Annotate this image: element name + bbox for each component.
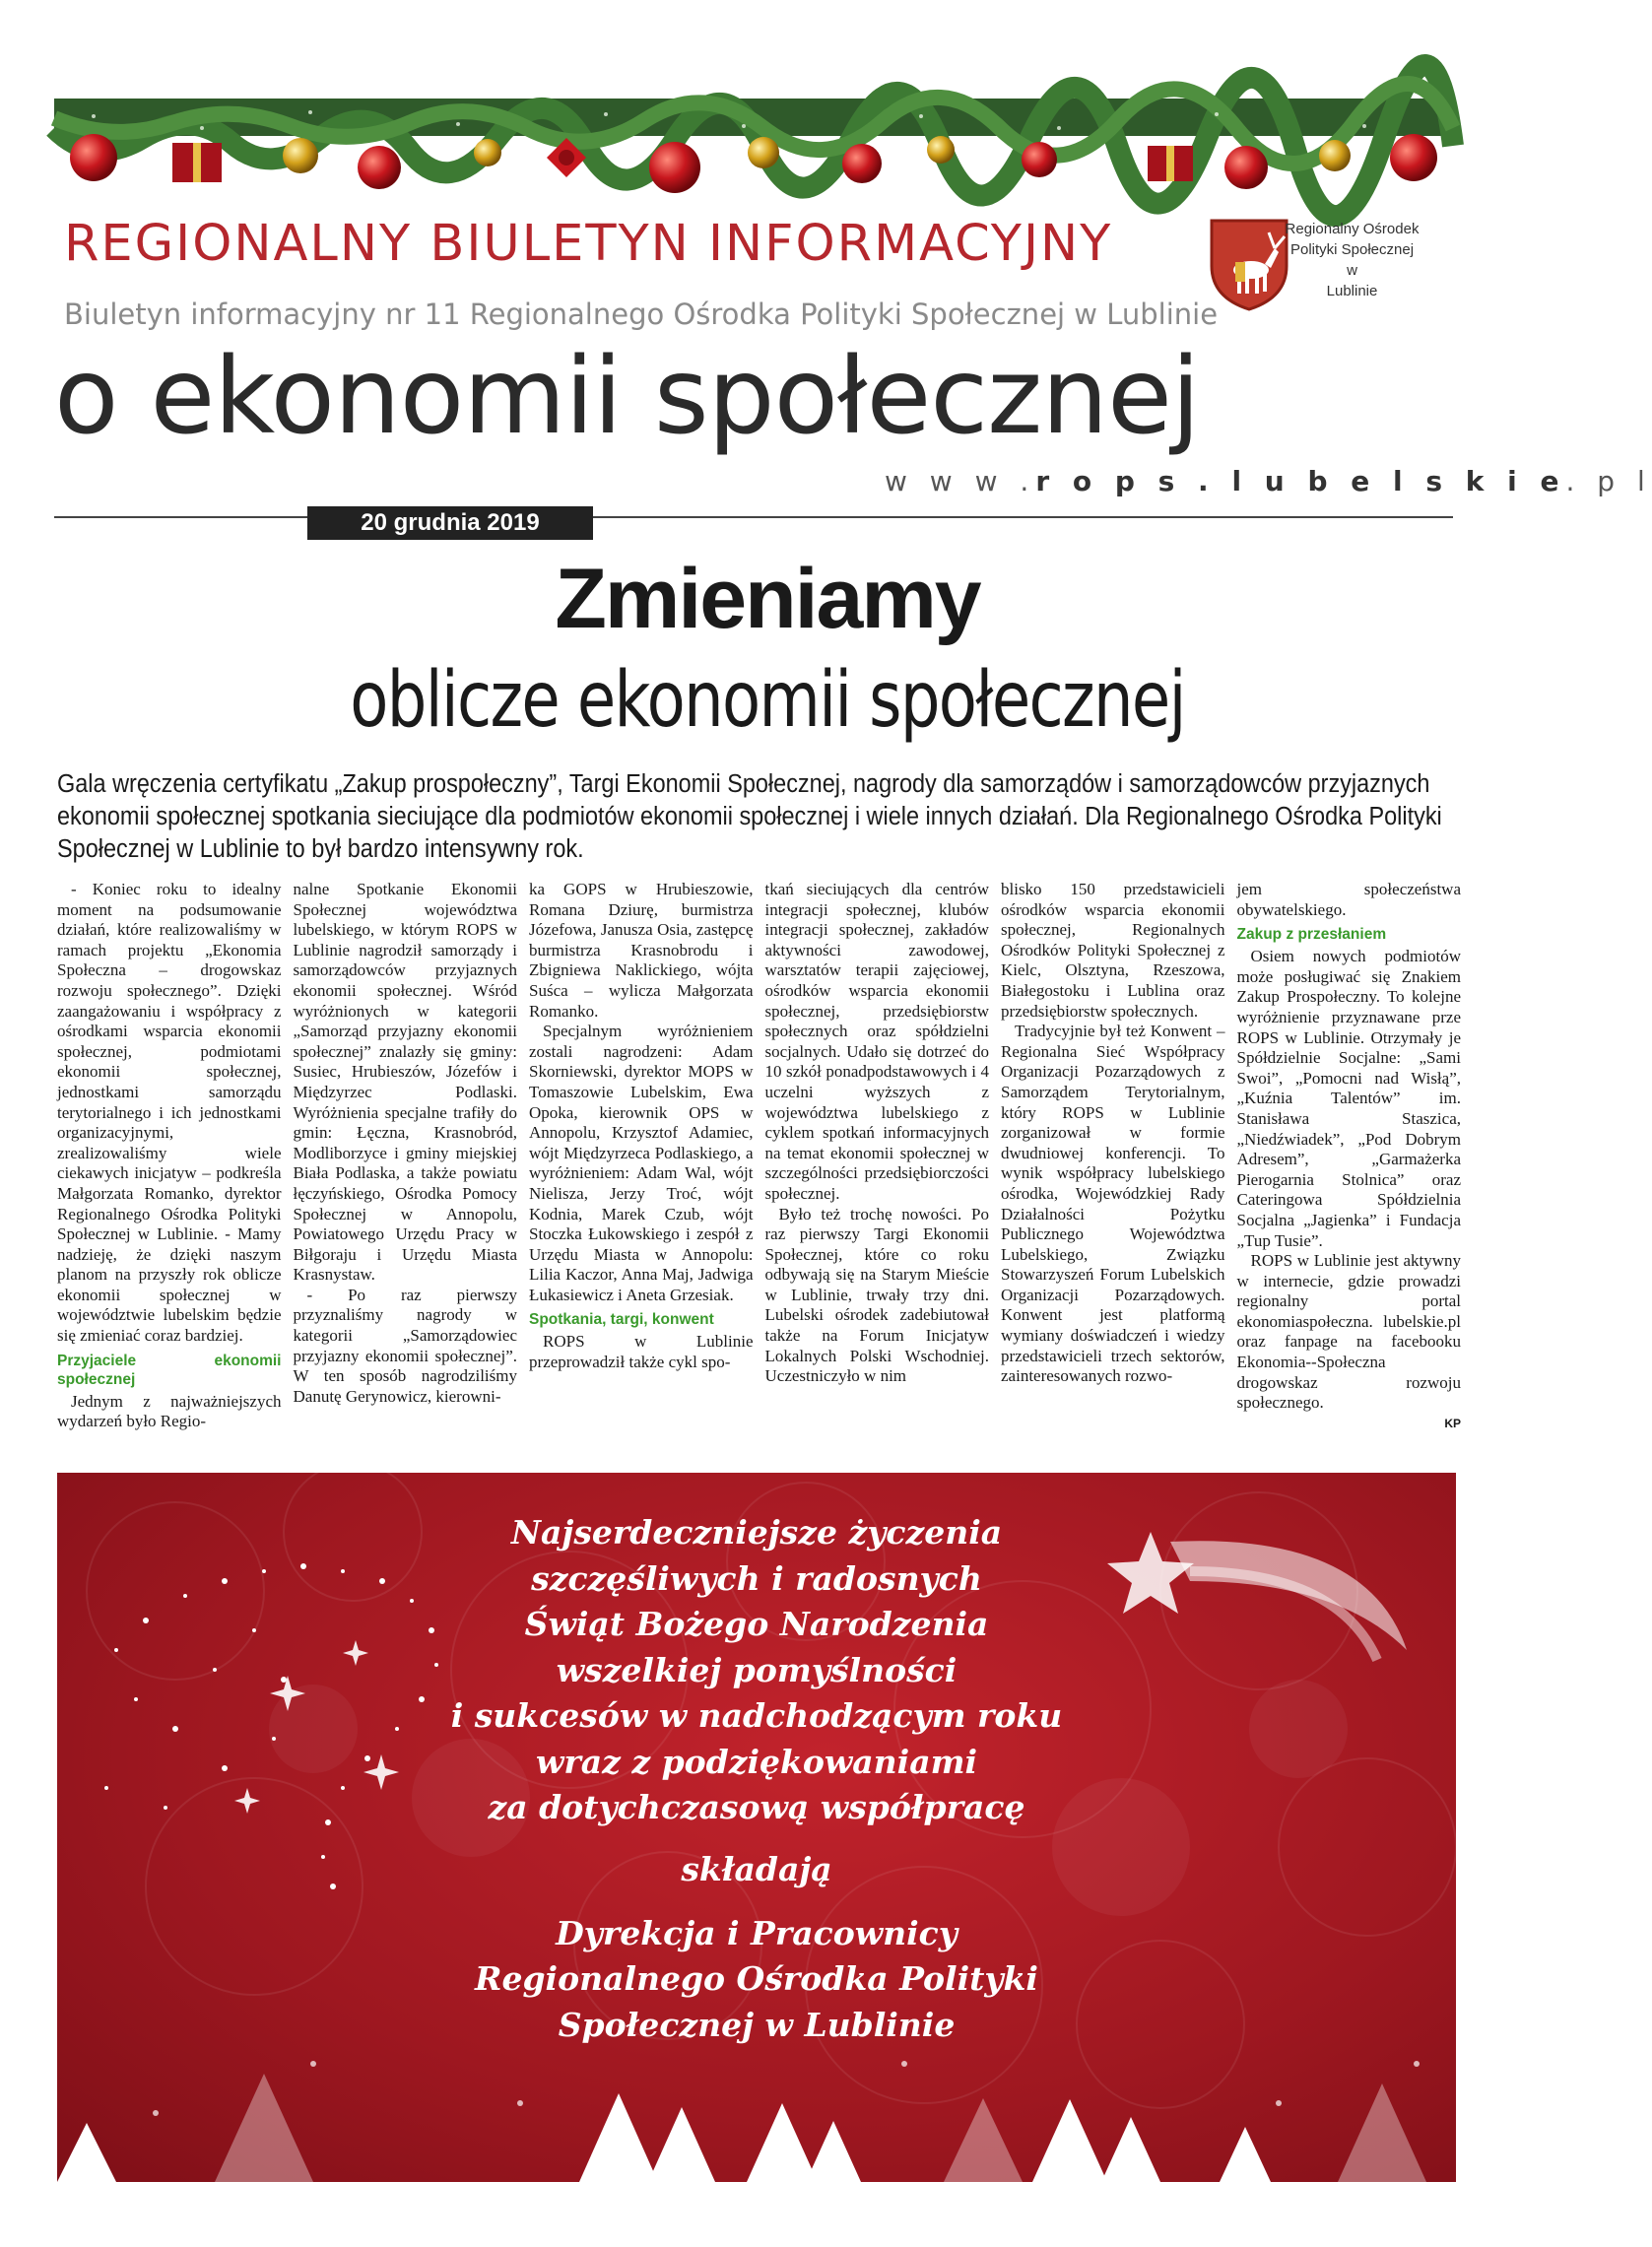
issue-date: 20 grudnia 2019	[307, 506, 593, 540]
article-column-6	[1237, 880, 1462, 1433]
org-line: Regionalny Ośrodek	[1285, 221, 1420, 237]
section-subheading: Spotkania, targi, konwent	[529, 1311, 714, 1329]
article-column-2	[294, 880, 518, 1433]
greeting-line: i sukcesów w nadchodzącym roku	[450, 1696, 1063, 1735]
article-headline: Zmieniamy	[555, 552, 980, 646]
greeting-line: Regionalnego Ośrodka Polityki	[475, 1959, 1038, 1998]
website-url[interactable]	[885, 465, 1652, 497]
christmas-garland-image	[54, 99, 1453, 202]
paragraph: - Po raz pierwszy przyznaliśmy nagrody w kategorii „Samorządowiec przyjazny ekonomii społecznej”. W ten sposób nagrodziliśmy Danutę Gerynowicz, kierowni-	[293, 1285, 517, 1406]
magazine-title: o ekonomii społecznej	[54, 336, 1200, 458]
paragraph: Jednym z najważniejszych wydarzeń było Regio-	[57, 1391, 282, 1431]
greeting-line: Społecznej w Lublinie	[558, 2005, 956, 2044]
org-line: w	[1347, 262, 1357, 279]
org-line: Polityki Społecznej	[1289, 241, 1415, 258]
greeting-senders	[57, 1847, 1456, 2048]
bulletin-subtitle: Biuletyn informacyjny nr 11 Regionalnego Ośrodka Polityki Społecznej w Lublinie	[64, 297, 1219, 331]
article-headline-subline: oblicze ekonomii społecznej	[350, 656, 1185, 745]
org-line: Lublinie	[1326, 283, 1378, 299]
greeting-line: za dotychczasową współpracę	[488, 1788, 1025, 1826]
greeting-line: Dyrekcja i Pracownicy	[556, 1913, 958, 1952]
paragraph: nalne Spotkanie Ekonomii Społecznej województwa lubelskiego, w którym ROPS w Lublinie nagrodził samorządy i samorządowców przyjaznych ekonomii społecznej. Wśród wyróżnionych w kategorii „Samorząd przyjazny ekonomii społecznej” znalazły się gminy: Susiec, Hrubieszów, Józefów i Międzyrzec Podlaski. Wyróżnienia specjalne trafiły do gmin: Łęczna, Krasnobród, Modliborzyce i gminy miejskiej Biała Podlaska, a także powiatu łęczyńskiego, Ośrodka Pomocy Społecznej w Annopolu, Powiatowego Urzędu Pracy w Biłgoraju i Urzędu Miasta Krasnystaw.	[293, 880, 517, 1285]
header-divider	[54, 516, 1453, 518]
article-column-5	[1001, 880, 1225, 1433]
paragraph: - Koniec roku to idealny moment na podsumowanie działań, które realizowaliśmy w ramach projektu „Ekonomia Społeczna – drogowskaz rozwoju społecznego”. Dzięki zaangażowaniu i współpracy z ośrodkami wsparcia ekonomii społecznej, podmiotami ekonomii społecznej, jednostkami samorządu terytorialnego i ich jednostkami organizacyjnymi, zrealizowaliśmy wiele ciekawych inicjatyw – podkreśla Małgorzata Romanko, dyrektor Regionalnego Ośrodka Polityki Społecznej w Lublinie. - Mamy nadzieję, że dzięki naszym planom na przyszły rok oblicze ekonomii społecznej w województwie lubelskim będzie się zmieniać coraz bardziej.	[57, 880, 282, 1346]
website-domain: r o p s . l u b e l s k i e	[1035, 465, 1566, 497]
paragraph: Tradycyjnie był też Konwent – Regionalna Sieć Współpracy Organizacji Pozarządowych z Samorządem Terytorialnym, który ROPS w Lublinie zorganizował w formie dwudniowej konferencji. To wynik współpracy lubelskiego ośrodka, Wojewódzkiej Rady Działalności Pożytku Publicznego Województwa Lubelskiego, Związku Stowarzyszeń Forum Lubelskich Organizacji Pozarządowych. Konwent jest platformą wymiany doświadczeń i wiedzy przedstawicieli trzech sektorów, zainteresowanych rozwo-	[1001, 1022, 1225, 1386]
organization-name	[1281, 219, 1423, 301]
section-subheading: Zakup z przesłaniem	[1236, 926, 1387, 944]
greeting-line: wszelkiej pomyślności	[556, 1650, 958, 1689]
paragraph: jem społeczeństwa obywatelskiego.	[1236, 880, 1461, 919]
article-column-1	[57, 880, 282, 1433]
greeting-line: Najserdeczniejsze życzenia	[510, 1513, 1003, 1552]
article-body	[57, 880, 1461, 1433]
article-column-4	[765, 880, 990, 1433]
paragraph: Specjalnym wyróżnieniem zostali nagrodzeni: Adam Skorniewski, dyrektor MOPS w Tomaszowie Lubelskim, Ewa Opoka, kierownik OPS w Annopolu, Krzysztof Adamiec, wójt Międzyrzeca Podlaskiego, a wyróżnieniem: Adam Wal, wójt Nielisza, Jerzy Troć, wójt Kodnia, Marek Czub, wójt Stoczka Łukowskiego i zespół z Urzędu Miasta w Annopolu: Lilia Kaczor, Anna Maj, Jadwiga Łukasiewicz i Aneta Grzesiak.	[529, 1022, 754, 1304]
paragraph: tkań sieciujących dla centrów integracji społecznej, klubów integracji społecznej, zakładów aktywności zawodowej, warsztatów terapii zajęciowej, ośrodków wsparcia ekonomii społecznej, przedsiębiorstw społecznych oraz spółdzielni socjalnych. Udało się dotrzeć do 10 szkół ponadpodstawowych i 4 uczelni wyższych z województwa lubelskiego z cyklem spotkań informacyjnych na temat ekonomii społecznej w szczególności przedsiębiorczości społecznej.	[764, 880, 989, 1203]
paragraph: blisko 150 przedstawicieli ośrodków wsparcia ekonomii społecznej, Regionalnych Ośrodków Polityki Społecznej z Kielc, Olsztyna, Rzeszowa, Białegostoku i Lublina oraz przedsiębiorstw społecznych.	[1001, 880, 1225, 1021]
paragraph: Osiem nowych podmiotów może posługiwać się Znakiem Zakup Prospołeczny. To kolejne wyróżnienie przyznawane prze ROPS w Lublinie. Otrzymały je Spółdzielnie Socjalne: „Sami Swoi”, „Pomocni nad Wisłą”, „Kuźnia Talentów” im. Stanisława Staszica, „Niedźwiadek”, „Pod Dobrym Adresem”, „Garmażerka Pierogarnia Stolnica” oraz Cateringowa Spółdzielnia Socjalna „Jagienka” i Fundacja „Tup Tusie”.	[1236, 947, 1461, 1250]
section-subheading: Przyjaciele ekonomii społecznej	[57, 1352, 282, 1388]
paragraph: ROPS w Lublinie przeprowadził także cykl spo-	[529, 1332, 754, 1372]
paragraph: Było też trochę nowości. Po raz pierwszy Targi Ekonomii Społecznej, które co roku odbywają się na Starym Mieście w Lublinie, trwały trzy dni. Lubelski ośrodek zadebiutował także na Forum Inicjatyw Lokalnych Polski Wschodniej. Uczestniczyło w nim	[764, 1204, 989, 1386]
article-lead: Gala wręczenia certyfikatu „Zakup prospołeczny”, Targi Ekonomii Społecznej, nagrody dla samorządów i samorządowców przyjaznych ekonomii społecznej spotkania sieciujące dla podmiotów ekonomii społecznej i wiele innych działań. Dla Regionalnego Ośrodka Polityki Społecznej w Lublinie to był bardzo intensywny rok.	[57, 770, 1442, 863]
article-column-3	[529, 880, 754, 1433]
bulletin-title: REGIONALNY BIULETYN INFORMACYJNY	[64, 215, 1113, 273]
paragraph: ROPS w Lublinie jest aktywny w internecie, gdzie prowadzi regionalny portal ekonomiaspołeczna. lubelskie.pl oraz fanpage na facebooku Ekonomia--Społeczna drogowskaz rozwoju społecznego.	[1236, 1251, 1461, 1413]
website-prefix: w w w .	[885, 465, 1036, 497]
greeting-line: szczęśliwych i radosnych	[531, 1558, 982, 1598]
greeting-line: Świąt Bożego Narodzenia	[524, 1605, 989, 1643]
greeting-line: składają	[681, 1850, 832, 1888]
website-suffix: . p l	[1565, 465, 1652, 497]
paragraph: ka GOPS w Hrubieszowie, Romana Dziurę, burmistrza Józefowa, Janusza Osia, zastępcę burmistrza Krasnobrodu i Zbigniewa Naklickiego, wójta Suśca – wylicza Małgorzata Romanko.	[529, 880, 754, 1021]
author-signature: KP	[1444, 1416, 1461, 1430]
greeting-wishes	[57, 1510, 1456, 1831]
christmas-greeting-card	[57, 1473, 1456, 2182]
greeting-line: wraz z podziękowaniami	[535, 1742, 978, 1781]
